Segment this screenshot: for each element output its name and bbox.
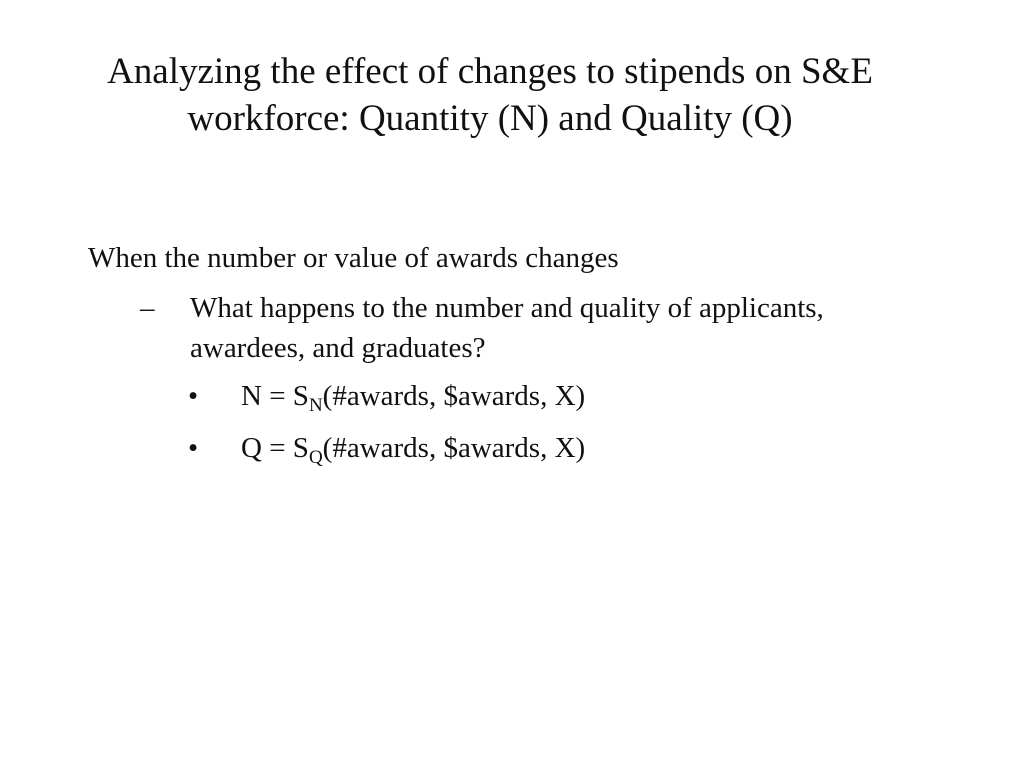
title-line-1: Analyzing the effect of changes to stipends on S&E [107,51,873,92]
bullet-level-2-text: What happens to the number and quality of applicants, awardees, and graduates? [190,292,824,364]
equation-q-lhs: Q = S [241,432,309,464]
bullet-level-1: When the number or value of awards changes [88,242,619,274]
title-line-2: workforce: Quantity (N) and Quality (Q) [187,98,793,139]
equation-q-subscript: Q [308,447,323,468]
equation-q [88,428,890,472]
bullet-level-2 [88,288,890,368]
equation-n [88,376,890,420]
slide-title [0,48,980,142]
slide-body [88,238,890,472]
equation-n-rhs: (#awards, $awards, X) [322,380,586,412]
equation-q-rhs: (#awards, $awards, X) [322,432,586,464]
dash-marker: – [140,292,155,324]
bullet-dot-marker: • [188,432,199,464]
equation-n-lhs: N = S [241,380,309,412]
bullet-dot-marker: • [188,380,199,412]
equation-n-subscript: N [308,395,323,416]
